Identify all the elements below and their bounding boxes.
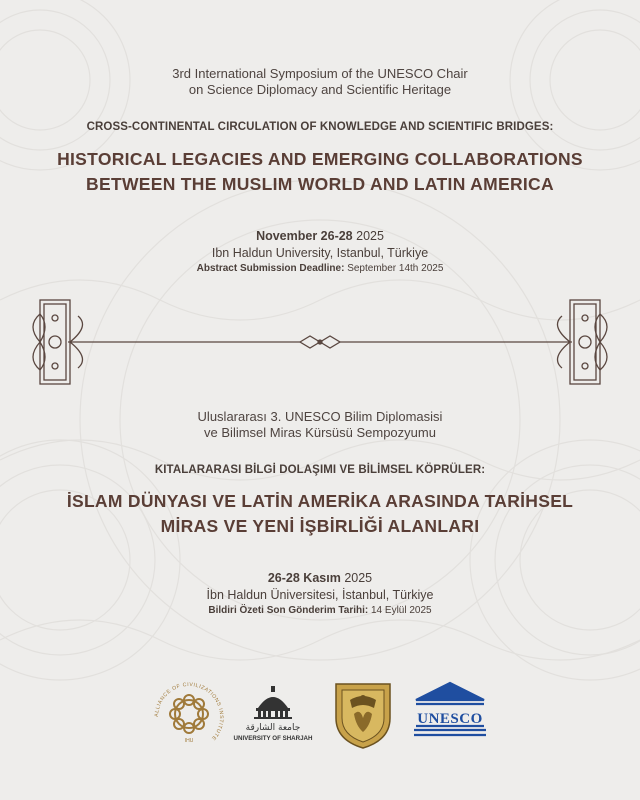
sharjah-english-name: UNIVERSITY OF SHARJAH <box>233 735 313 742</box>
alliance-of-civilizations-logo <box>150 678 228 756</box>
turkish-date <box>0 570 640 587</box>
english-subtitle <box>0 66 640 98</box>
turkish-date-year: 2025 <box>344 571 373 585</box>
turkish-subtitle-line1: Uluslararası 3. UNESCO Bilim Diplomasisi <box>197 409 443 424</box>
english-deadline-label: Abstract Submission Deadline: <box>196 263 345 274</box>
english-venue: Ibn Haldun University, Istanbul, Türkiye <box>211 246 429 260</box>
turkish-date-bold: 26-28 Kasım <box>267 571 341 585</box>
english-headline <box>0 147 640 197</box>
unam-shield-logo <box>330 678 396 750</box>
english-headline-line1: HISTORICAL LEGACIES AND EMERGING COLLABORATIONS <box>57 149 583 169</box>
english-deadline <box>0 262 640 276</box>
turkish-headline-line1: İSLAM DÜNYASI VE LATİN AMERİKA ARASINDA TARİHSEL <box>66 491 574 511</box>
turkish-venue: İbn Haldun Üniversitesi, İstanbul, Türkiye <box>206 588 434 602</box>
english-subtitle-line1: 3rd International Symposium of the UNESCO Chair <box>172 66 468 81</box>
sharjah-arabic-name: جامعة الشارقة <box>245 723 301 733</box>
turkish-deadline-label: Bildiri Özeti Son Gönderim Tarihi: <box>208 605 369 616</box>
english-subtitle-line2: on Science Diplomacy and Scientific Heritage <box>188 82 452 97</box>
ornamental-divider <box>0 296 640 388</box>
turkish-kicker: KITALARARASI BİLGİ DOLAŞIMI VE BİLİMSEL KÖPRÜLER: <box>154 464 486 476</box>
alliance-abbrev: IHU <box>184 738 194 744</box>
english-date <box>0 228 640 245</box>
turkish-headline-line2: MİRAS VE YENİ İŞBİRLİĞİ ALANLARI <box>160 516 480 536</box>
turkish-deadline-value: 14 Eylül 2025 <box>371 605 432 616</box>
english-headline-line2: BETWEEN THE MUSLIM WORLD AND LATIN AMERICA <box>86 174 554 194</box>
english-date-bold: November 26-28 <box>256 229 353 243</box>
unesco-text: UNESCO <box>417 711 483 727</box>
english-deadline-value: September 14th 2025 <box>347 263 444 274</box>
turkish-deadline <box>0 604 640 618</box>
english-date-year: 2025 <box>356 229 384 243</box>
alliance-ring-text: ALLIANCE OF CIVILIZATIONS INSTITUTE <box>153 681 225 742</box>
unesco-logo <box>412 680 488 742</box>
turkish-subtitle-line2: ve Bilimsel Miras Kürsüsü Sempozyumu <box>204 425 436 440</box>
english-kicker: CROSS-CONTINENTAL CIRCULATION OF KNOWLEDGE AND SCIENTIFIC BRIDGES: <box>86 121 554 133</box>
university-of-sharjah-logo <box>232 680 314 744</box>
turkish-subtitle <box>0 409 640 441</box>
turkish-headline <box>0 489 640 539</box>
